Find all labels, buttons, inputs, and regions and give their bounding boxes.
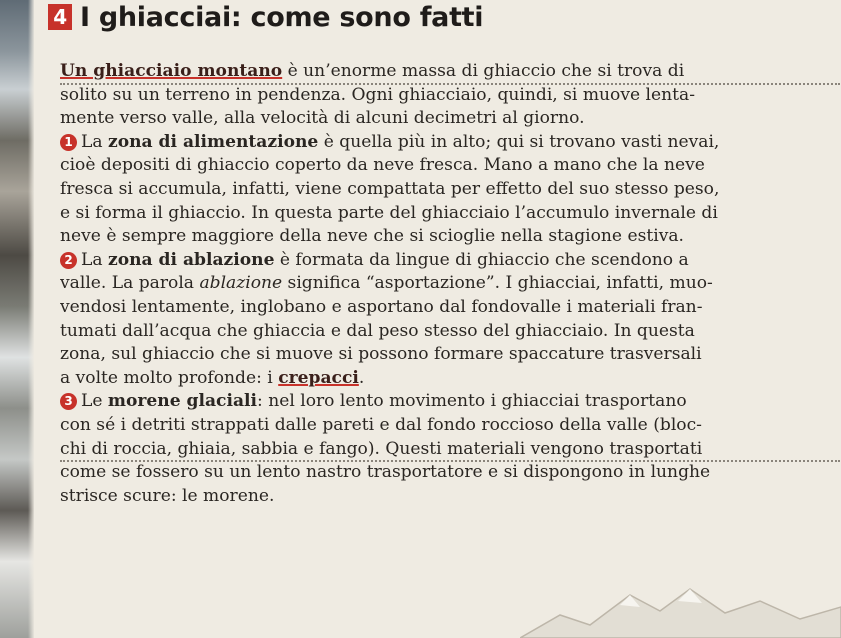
line-text: Le: [81, 391, 108, 412]
page-title: [48, 2, 483, 33]
text-line: vendosi lentamente, inglobano e asportano dal fondovalle i materiali fran-: [60, 296, 703, 317]
text-line: solito su un terreno in pendenza. Ogni ghiacciaio, quindi, si muove lenta-: [60, 84, 695, 105]
text-line: [60, 249, 830, 273]
keyword-crepacci: crepacci: [278, 367, 359, 388]
line-text: a volte molto profonde: i: [60, 367, 279, 388]
text-line: mente verso valle, alla velocità di alcuni decimetri al giorno.: [60, 108, 585, 129]
text-line: [60, 390, 830, 414]
text-line: [60, 272, 830, 296]
ablazione-paragraph: [60, 249, 830, 391]
term-ablazione: ablazione: [199, 273, 283, 294]
line-text: La: [81, 131, 108, 152]
text-line: e si forma il ghiaccio. In questa parte del ghiacciaio l’accumulo invernale di: [60, 202, 718, 223]
line-text: .: [358, 367, 365, 388]
morene-paragraph: [60, 390, 830, 508]
mountain-photo-edge: [0, 0, 34, 638]
text-line: con sé i detriti strappati dalle pareti e dal fondo roccioso della valle (bloc-: [60, 414, 702, 435]
text-line: zona, sul ghiaccio che si muove si possono formare spaccature trasversali: [60, 344, 702, 365]
text-line: [60, 60, 830, 84]
keyword-ghiacciaio-montano: Un ghiacciaio montano: [60, 61, 283, 81]
line-text: La: [81, 249, 108, 270]
number-badge-3-icon: 3: [60, 393, 77, 410]
line-text: è quella più in alto; qui si trovano vasti nevai,: [318, 131, 720, 152]
text-line: fresca si accumula, infatti, viene compattata per effetto del suo stesso peso,: [60, 178, 720, 199]
keyword-zona-alimentazione: zona di alimentazione: [107, 131, 319, 152]
dotted-divider: [60, 83, 840, 85]
intro-paragraph: [60, 60, 830, 131]
line-text: : nel loro lento movimento i ghiacciai trasportano: [257, 391, 687, 412]
article-body: [60, 60, 830, 508]
line-text: è un’enorme massa di ghiaccio che si trova di: [282, 61, 685, 81]
keyword-zona-ablazione: zona di ablazione: [107, 249, 275, 270]
text-line: strisce scure: le morene.: [60, 485, 275, 506]
number-badge-2-icon: 2: [60, 252, 77, 269]
title-text: I ghiacciai: come sono fatti: [80, 2, 484, 33]
text-line: cioè depositi di ghiaccio coperto da neve fresca. Mano a mano che la neve: [60, 155, 705, 176]
mountain-sketch-icon: [520, 585, 841, 638]
dotted-divider: [60, 460, 840, 462]
keyword-morene-glaciali: morene glaciali: [107, 391, 258, 412]
text-line: neve è sempre maggiore della neve che si scioglie nella stagione estiva.: [60, 226, 684, 247]
line-text: è formata da lingue di ghiaccio che scendono a: [274, 249, 689, 270]
alimentazione-paragraph: [60, 131, 830, 249]
line-text: valle. La parola: [60, 273, 200, 294]
text-line: [60, 367, 830, 391]
section-number-icon: 4: [48, 4, 72, 30]
text-line: [60, 131, 830, 155]
text-line: tumati dall’acqua che ghiaccia e dal peso stesso del ghiacciaio. In questa: [60, 320, 695, 341]
number-badge-1-icon: 1: [60, 134, 77, 151]
text-line: chi di roccia, ghiaia, sabbia e fango). Questi materiali vengono trasportati: [60, 438, 703, 459]
text-line: come se fossero su un lento nastro trasportatore e si dispongono in lunghe: [60, 462, 711, 483]
line-text: significa “asportazione”. I ghiacciai, infatti, muo-: [282, 273, 713, 294]
